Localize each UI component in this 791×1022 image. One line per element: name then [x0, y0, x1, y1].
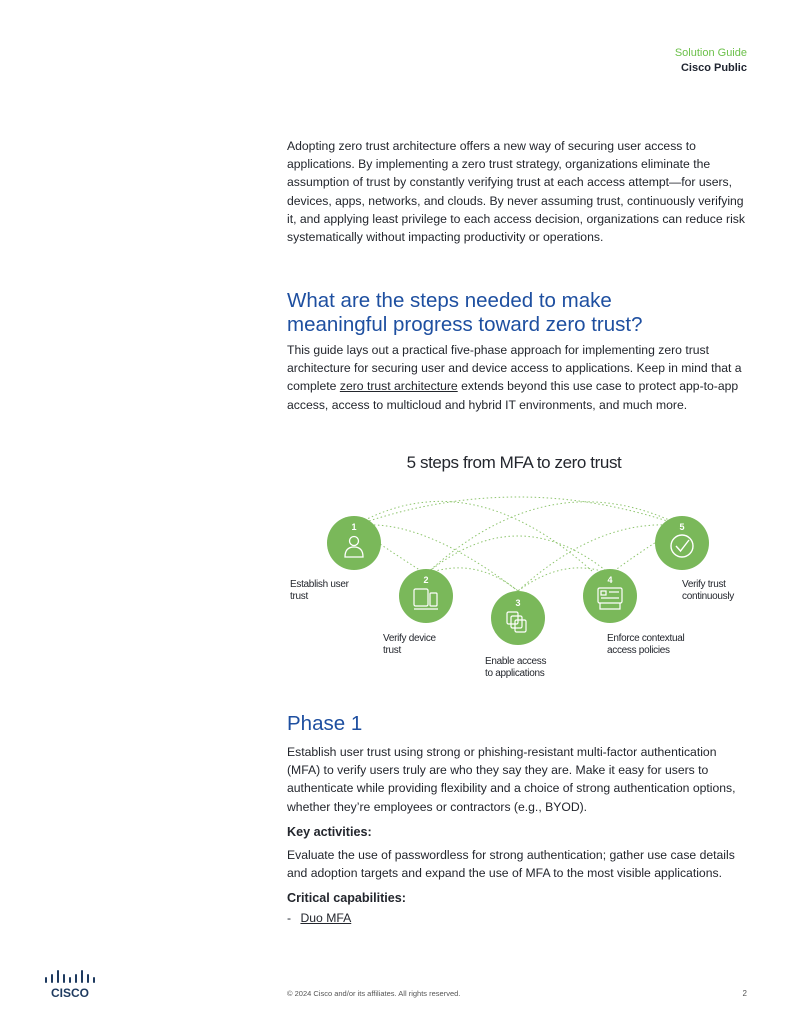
critical-capabilities-label: Critical capabilities:	[287, 891, 406, 906]
step-5-number: 5	[679, 522, 685, 532]
step-4-number: 4	[607, 575, 613, 585]
key-activities-text: Evaluate the use of passwordless for strong authentication; gather use case details and adoption targets and expand the use of MFA to the most visible applications.	[287, 847, 735, 881]
cisco-bridge-icon	[44, 969, 98, 999]
capabilities-list	[287, 911, 749, 925]
step-1-label-line2: trust	[290, 591, 308, 602]
diagram-title: 5 steps from MFA to zero trust	[406, 453, 622, 472]
doc-classification: Cisco Public	[680, 62, 747, 74]
heading-line-2: meaningful progress toward zero trust?	[287, 313, 643, 336]
phase-1-section	[287, 712, 749, 925]
step-3-label-line1: Enable access	[485, 656, 547, 667]
intro-paragraph: Adopting zero trust architecture offers a new way of securing user access to applications. By implementing a zero trust strategy, organizations eliminate the assumption of trust by constantly verifying trust at each access attempt—for users, devices, apps, networks, and clouds. By never assuming trust, continuously verifying it, and applying least privilege to each access decision, organizations can reduce risk systematically without impacting productivity or operations.	[287, 139, 745, 245]
list-bullet: -	[287, 911, 292, 926]
para-text-after: extends beyond this use case to protect app-to-app access, access to multicloud and hybrid IT environments, and much more.	[287, 379, 739, 412]
step-3-node	[491, 591, 545, 645]
step-4-label-line2: access policies	[607, 645, 670, 656]
heading-line-1: What are the steps needed to make	[287, 289, 612, 312]
doc-type: Solution Guide	[674, 47, 747, 59]
page-number: 2	[742, 989, 747, 998]
step-1-number: 1	[351, 522, 357, 532]
cisco-logo	[44, 969, 98, 1004]
arc-1-5	[354, 497, 682, 526]
cisco-wordmark: CISCO	[50, 986, 90, 999]
duo-mfa-link[interactable]: Duo MFA	[300, 911, 352, 926]
step-4-label-line1: Enforce contextual	[607, 633, 685, 644]
document-header	[675, 46, 747, 76]
step-3-number: 3	[515, 598, 521, 608]
arc-5-2	[426, 502, 685, 574]
para-text-before: This guide lays out a practical five-phase approach for implementing zero trust architecture for securing user and device access to applications. Keep in mind that a complete	[287, 343, 742, 394]
five-steps-diagram	[285, 448, 755, 688]
step-4-node	[583, 569, 637, 623]
step-2-label-line1: Verify device	[383, 633, 436, 644]
step-2-number: 2	[423, 575, 429, 585]
step-5-label-line1: Verify trust	[682, 579, 726, 590]
step-1-node	[327, 516, 381, 570]
step-2-label-line2: trust	[383, 645, 401, 656]
step-2-node	[399, 569, 453, 623]
key-activities-label: Key activities:	[287, 824, 372, 839]
connector-arcs	[354, 497, 685, 591]
zero-trust-architecture-link[interactable]: zero trust architecture	[339, 379, 458, 394]
step-3-label-line2: to applications	[485, 668, 545, 679]
copyright-notice: © 2024 Cisco and/or its affiliates. All rights reserved.	[287, 989, 461, 998]
phase-1-paragraph: Establish user trust using strong or phishing-resistant multi-factor authentication (MFA) to verify users truly are who they say they are. Make it easy for users to authenticate while providing flexibility and a choice of strong authentication options, whether they’re employees or contractors (e.g., BYOD).	[287, 745, 736, 814]
section-heading	[287, 289, 749, 337]
step-1-label-line1: Establish user	[290, 579, 349, 590]
steps-paragraph	[287, 341, 749, 414]
step-5-node	[655, 516, 709, 570]
intro-section	[287, 137, 749, 246]
steps-section	[287, 289, 749, 414]
step-5-label-line2: continuously	[682, 591, 734, 602]
phase-1-heading: Phase 1	[287, 712, 363, 735]
five-steps-svg	[285, 448, 755, 688]
